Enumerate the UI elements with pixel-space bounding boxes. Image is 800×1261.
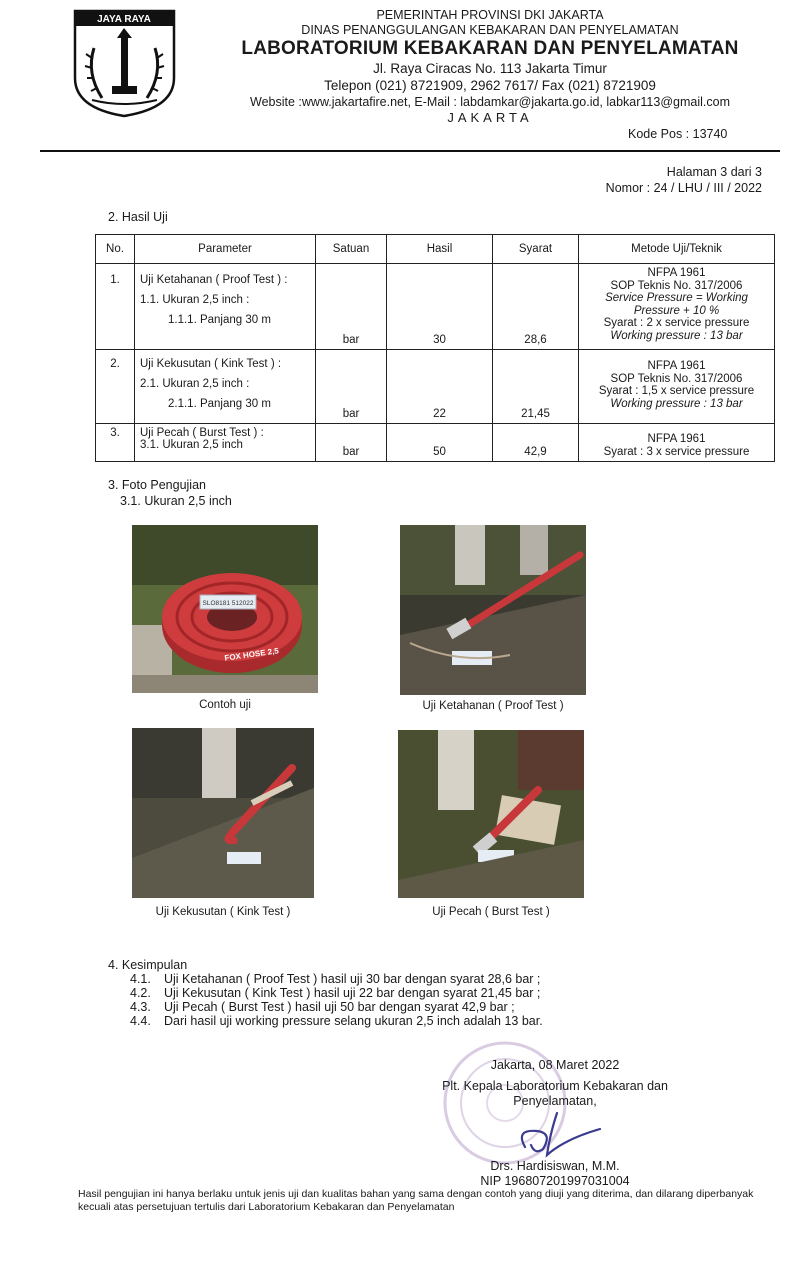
parameter-size: 1.1. Ukuran 2,5 inch : [140,294,250,306]
section-subtitle-size: 3.1. Ukuran 2,5 inch [120,494,232,508]
row-number: 2. [96,350,135,424]
method-standard: NFPA 1961 [647,267,706,279]
address: Jl. Raya Ciracas No. 113 Jakarta Timur [373,61,607,76]
requirement-cell: 28,6 [493,264,579,350]
result-cell: 22 [387,350,493,424]
item-number: 4.4. [130,1014,151,1028]
method-note: Service Pressure = Working Pressure + 10 % [605,292,748,317]
gov-name: PEMERINTAH PROVINSI DKI JAKARTA [376,8,604,22]
section-title-hasil-uji: 2. Hasil Uji [108,210,168,224]
method-sop: SOP Teknis No. 317/2006 [610,279,743,292]
phone: Telepon (021) 8721909, 2962 7617/ Fax (021) 8721909 [324,78,656,93]
method-sop: SOP Teknis No. 317/2006 [610,372,743,385]
header-divider [40,150,780,152]
item-text: Uji Pecah ( Burst Test ) hasil uji 50 bar dengan syarat 42,9 bar ; [164,1000,515,1014]
parameter-size: 2.1. Ukuran 2,5 inch : [140,378,250,390]
photo-kink-test [132,728,314,898]
method-working-pressure: Working pressure : 13 bar [610,329,743,342]
letterhead [190,8,790,126]
parameter-name: Uji Ketahanan ( Proof Test ) : [140,274,288,286]
svg-text:SLO8181 512022: SLO8181 512022 [202,600,254,607]
photo-burst-test [398,730,584,898]
parameter-cell [135,350,316,424]
row-number: 3. [96,424,135,462]
unit-cell: bar [316,350,387,424]
document-number: Nomor : 24 / LHU / III / 2022 [605,181,762,195]
item-text: Uji Ketahanan ( Proof Test ) hasil uji 30 bar dengan syarat 28,6 bar ; [164,972,541,986]
parameter-name: Uji Pecah ( Burst Test ) : [140,427,264,439]
method-standard: NFPA 1961 [647,360,706,372]
signer-title: Plt. Kepala Laboratorium Kebakaran dan [442,1079,668,1093]
handwritten-signature [495,1109,615,1159]
item-text: Dari hasil uji working pressure selang ukuran 2,5 inch adalah 13 bar. [164,1014,543,1028]
agency-name: DINAS PENANGGULANGAN KEBAKARAN DAN PENYELAMATAN [301,23,679,37]
parameter-length: 1.1.1. Panjang 30 m [168,314,271,326]
table-row [96,424,775,462]
conclusion-section [108,958,543,1028]
result-cell: 50 [387,424,493,462]
col-header-no: No. [96,235,135,264]
col-header-satuan: Satuan [316,235,387,264]
parameter-size: 3.1. Ukuran 2,5 inch [140,439,243,451]
photo-caption [400,700,586,712]
table-row [96,350,775,424]
footer-disclaimer: Hasil pengujian ini hanya berlaku untuk jenis uji dan kualitas bahan yang sama dengan contoh yang diuji yang diterima, dan dilarang diperbanyak kecuali atas persetujuan tertulis dari Laboratorium Kebakaran dan Penyelamatan [78,1188,754,1213]
section-title-foto: 3. Foto Pengujian [108,478,206,492]
postal-code: Kode Pos : 13740 [628,127,728,141]
photo-proof-test [400,525,586,695]
item-number: 4.1. [130,972,151,986]
photo-sample-hose [132,525,318,693]
row-number: 1. [96,264,135,350]
col-header-syarat: Syarat [493,235,579,264]
page-number: Halaman 3 dari 3 [666,165,762,179]
lab-name: LABORATORIUM KEBAKARAN DAN PENYELAMATAN [241,38,739,59]
unit-cell: bar [316,424,387,462]
photo-caption: Contoh uji [199,699,251,711]
col-header-parameter: Parameter [135,235,316,264]
method-cell [579,264,775,350]
method-working-pressure: Working pressure : 13 bar [610,397,743,410]
parameter-cell [135,424,316,462]
item-text: Uji Kekusutan ( Kink Test ) hasil uji 22 bar dengan syarat 21,45 bar ; [164,986,541,1000]
item-number: 4.2. [130,986,151,1000]
parameter-cell [135,264,316,350]
section-title-kesimpulan: 4. Kesimpulan [108,958,188,972]
parameter-length: 2.1.1. Panjang 30 m [168,398,271,410]
method-requirement: Syarat : 3 x service pressure [603,445,750,458]
result-cell: 30 [387,264,493,350]
results-table [95,234,775,462]
place-date: Jakarta, 08 Maret 2022 [490,1058,620,1072]
page-info [606,164,762,196]
method-cell [579,424,775,462]
requirement-cell: 42,9 [493,424,579,462]
item-number: 4.3. [130,1000,151,1014]
table-row [96,264,775,350]
parameter-name: Uji Kekusutan ( Kink Test ) : [140,358,282,370]
method-requirement: Syarat : 1,5 x service pressure [598,385,755,397]
list-item [130,1014,543,1028]
method-cell [579,350,775,424]
method-requirement: Syarat : 2 x service pressure [603,317,750,329]
method-standard: NFPA 1961 [647,433,706,445]
signer-name: Drs. Hardisiswan, M.M. [490,1159,620,1173]
list-item [130,1000,543,1014]
svg-text:JAYA RAYA: JAYA RAYA [97,14,151,25]
svg-text:FOX HOSE 2,5: FOX HOSE 2,5 [223,646,280,663]
list-item [130,972,543,986]
photo-caption: Uji Kekusutan ( Kink Test ) [155,906,291,918]
signature-block [420,1058,690,1189]
photo-caption: Uji Pecah ( Burst Test ) [432,906,550,918]
list-item [130,986,543,1000]
unit-cell: bar [316,264,387,350]
table-header-row [96,235,775,264]
website-email: Website :www.jakartafire.net, E-Mail : labdamkar@jakarta.go.id, labkar113@gmail.com [250,95,730,109]
requirement-cell: 21,45 [493,350,579,424]
signer-title-2: Penyelamatan, [513,1094,597,1108]
col-header-metode: Metode Uji/Teknik [579,235,775,264]
city: JAKARTA [447,110,533,125]
col-header-hasil: Hasil [387,235,493,264]
signer-nip: NIP 196807201997031004 [480,1174,630,1188]
caption-text: Uji Ketahanan ( Proof Test ) [422,700,564,712]
jaya-raya-logo [72,8,177,118]
